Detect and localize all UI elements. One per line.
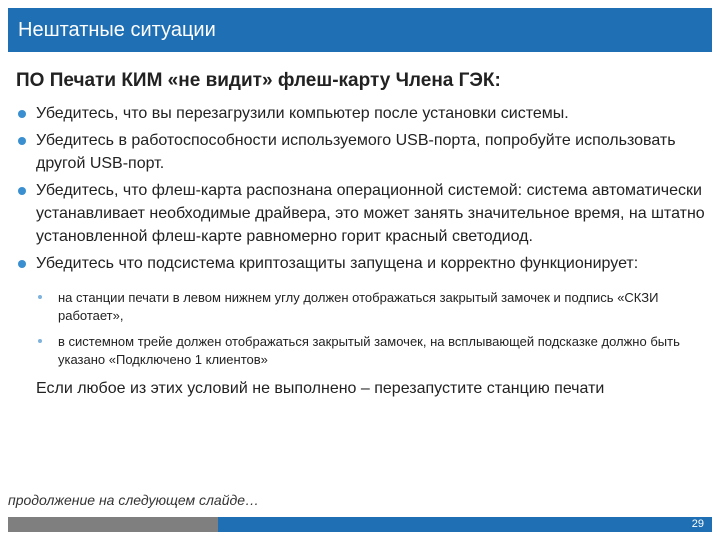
title-bar [8, 8, 712, 52]
bullet-item [16, 179, 706, 248]
page-number: 29 [691, 518, 704, 530]
sub-bullet-dot-icon [38, 339, 42, 343]
conclusion-text: Если любое из этих условий не выполнено – перезапустите станцию печати [36, 380, 605, 397]
bullet-dot-icon [18, 187, 26, 195]
bullet-dot-icon [18, 260, 26, 268]
bullet-text: Убедитесь, что вы перезагрузили компьютер после установки системы. [36, 105, 569, 122]
continuation-note: продолжение на следующем слайде… [8, 492, 260, 508]
slide-heading: ПО Печати КИМ «не видит» флеш-карту Члена ГЭК: [16, 70, 501, 91]
slide-content [16, 60, 706, 400]
bullet-dot-icon [18, 110, 26, 118]
sub-bullet-list [16, 289, 706, 369]
bullet-text: Убедитесь что подсистема криптозащиты запущена и корректно функционирует: [36, 255, 639, 272]
sub-bullet-dot-icon [38, 295, 42, 299]
bullet-list [16, 102, 706, 275]
sub-bullet-text: на станции печати в левом нижнем углу должен отображаться закрытый замочек и подпись «СКЗИ работает», [58, 290, 659, 323]
sub-bullet-item [16, 333, 706, 369]
slide-title: Нештатные ситуации [18, 19, 216, 41]
bullet-item [16, 129, 706, 175]
sub-bullet-item [16, 289, 706, 325]
footer-bar-left [8, 517, 218, 532]
sub-bullet-text: в системном трейе должен отображаться закрытый замочек, на всплывающей подсказке должно быть указано «Подключено 1 клиентов» [58, 334, 680, 367]
bullet-dot-icon [18, 137, 26, 145]
bullet-item [16, 102, 706, 125]
bullet-item [16, 252, 706, 275]
footer-bar-right [218, 517, 712, 532]
bullet-text: Убедитесь, что флеш-карта распознана операционной системой: система автоматически устанавливает необходимые драйвера, это может занять значительное время, на штатно установленной флеш-карте равномерно горит красный светодиод. [36, 182, 705, 245]
bullet-text: Убедитесь в работоспособности используемого USB-порта, попробуйте использовать другой USB-порт. [36, 132, 676, 172]
